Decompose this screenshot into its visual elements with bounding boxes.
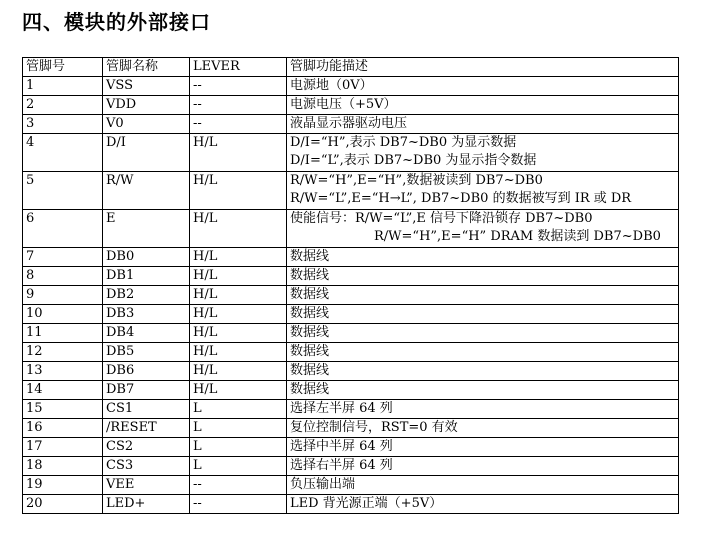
pin-name-cell: VSS	[103, 77, 190, 96]
pin-name-cell: R/W	[103, 172, 190, 210]
pin-number-cell: 9	[23, 286, 103, 305]
pin-name-cell: DB2	[103, 286, 190, 305]
description-line: 使能信号：R/W=“L”,E 信号下降沿锁存 DB7~DB0	[290, 211, 593, 226]
pin-name-cell: CS3	[103, 457, 190, 476]
pin-name-cell: DB0	[103, 248, 190, 267]
description-cell	[287, 343, 679, 362]
description-line: 数据线	[290, 325, 330, 340]
pin-name-cell: CS1	[103, 400, 190, 419]
description-line: 数据线	[290, 363, 330, 378]
table-row	[23, 305, 679, 324]
table-row	[23, 172, 679, 210]
description-cell	[287, 115, 679, 134]
description-cell	[287, 172, 679, 210]
level-cell: H/L	[190, 324, 287, 343]
description-line: R/W=“H”,E=“H” DRAM 数据读到 DB7~DB0	[374, 229, 661, 244]
description-cell	[287, 324, 679, 343]
pin-name-cell: DB3	[103, 305, 190, 324]
level-cell: H/L	[190, 286, 287, 305]
description-line: 数据线	[290, 306, 330, 321]
description-line: R/W=“L”,E=“H→L”, DB7~DB0 的数据被写到 IR 或 DR	[290, 191, 632, 206]
level-cell: --	[190, 77, 287, 96]
pin-number-cell: 13	[23, 362, 103, 381]
level-cell: H/L	[190, 381, 287, 400]
description-line: 选择右半屏 64 列	[290, 458, 393, 473]
description-cell	[287, 476, 679, 495]
table-row	[23, 210, 679, 248]
header-description: 管脚功能描述	[287, 58, 679, 77]
level-cell: L	[190, 438, 287, 457]
pin-number-cell: 12	[23, 343, 103, 362]
description-line: LED 背光源正端（+5V）	[290, 496, 443, 511]
level-cell: H/L	[190, 267, 287, 286]
pin-number-cell: 7	[23, 248, 103, 267]
table-row	[23, 134, 679, 172]
table-row	[23, 267, 679, 286]
table-row	[23, 419, 679, 438]
description-line: 数据线	[290, 287, 330, 302]
description-cell	[287, 134, 679, 172]
description-cell	[287, 267, 679, 286]
level-cell: H/L	[190, 210, 287, 248]
description-line: 复位控制信号，RST=0 有效	[290, 420, 458, 435]
pin-number-cell: 10	[23, 305, 103, 324]
pin-number-cell: 5	[23, 172, 103, 210]
pin-number-cell: 8	[23, 267, 103, 286]
description-line: 负压输出端	[290, 477, 356, 492]
pin-number-cell: 17	[23, 438, 103, 457]
pin-name-cell: /RESET	[103, 419, 190, 438]
pin-number-cell: 2	[23, 96, 103, 115]
description-line: 数据线	[290, 249, 330, 264]
description-cell	[287, 400, 679, 419]
table-row	[23, 343, 679, 362]
pin-name-cell: DB6	[103, 362, 190, 381]
description-cell	[287, 77, 679, 96]
description-cell	[287, 362, 679, 381]
description-line: 选择中半屏 64 列	[290, 439, 393, 454]
table-row	[23, 362, 679, 381]
pin-number-cell: 15	[23, 400, 103, 419]
pin-name-cell: VDD	[103, 96, 190, 115]
page-title: 四、模块的外部接口	[22, 10, 211, 34]
pin-name-cell: DB5	[103, 343, 190, 362]
pin-number-cell: 16	[23, 419, 103, 438]
pin-number-cell: 3	[23, 115, 103, 134]
table-header-row	[23, 58, 679, 77]
pin-name-cell: DB7	[103, 381, 190, 400]
pin-number-cell: 14	[23, 381, 103, 400]
description-cell	[287, 438, 679, 457]
description-cell	[287, 457, 679, 476]
pin-number-cell: 11	[23, 324, 103, 343]
description-cell	[287, 381, 679, 400]
level-cell: H/L	[190, 343, 287, 362]
level-cell: --	[190, 96, 287, 115]
description-line: 数据线	[290, 268, 330, 283]
level-cell: L	[190, 400, 287, 419]
level-cell: --	[190, 476, 287, 495]
description-cell	[287, 495, 679, 514]
table-row	[23, 96, 679, 115]
description-cell	[287, 248, 679, 267]
pin-table	[22, 57, 679, 514]
level-cell: H/L	[190, 134, 287, 172]
level-cell: H/L	[190, 362, 287, 381]
table-row	[23, 286, 679, 305]
table-row	[23, 115, 679, 134]
description-line: D/I=“H”,表示 DB7~DB0 为显示数据	[290, 135, 517, 150]
description-cell	[287, 96, 679, 115]
description-line: R/W=“H”,E=“H”,数据被读到 DB7~DB0	[290, 173, 543, 188]
description-cell	[287, 286, 679, 305]
description-cell	[287, 419, 679, 438]
table-row	[23, 248, 679, 267]
table-row	[23, 77, 679, 96]
table-row	[23, 324, 679, 343]
description-line: D/I=“L”,表示 DB7~DB0 为显示指令数据	[290, 153, 537, 168]
table-body	[23, 77, 679, 514]
description-line: 选择左半屏 64 列	[290, 401, 393, 416]
description-cell	[287, 210, 679, 248]
header-level: LEVER	[190, 58, 287, 77]
table-row	[23, 476, 679, 495]
pin-name-cell: VEE	[103, 476, 190, 495]
pin-name-cell: V0	[103, 115, 190, 134]
pin-name-cell: DB1	[103, 267, 190, 286]
pin-name-cell: E	[103, 210, 190, 248]
pin-number-cell: 4	[23, 134, 103, 172]
description-line: 数据线	[290, 344, 330, 359]
table-row	[23, 400, 679, 419]
header-pin-number: 管脚号	[23, 58, 103, 77]
description-line: 电源电压（+5V）	[290, 97, 397, 112]
description-line: 电源地（0V）	[290, 78, 373, 93]
table-row	[23, 381, 679, 400]
pin-name-cell: D/I	[103, 134, 190, 172]
level-cell: --	[190, 115, 287, 134]
pin-number-cell: 20	[23, 495, 103, 514]
level-cell: --	[190, 495, 287, 514]
pin-number-cell: 19	[23, 476, 103, 495]
level-cell: L	[190, 457, 287, 476]
description-cell	[287, 305, 679, 324]
pin-number-cell: 1	[23, 77, 103, 96]
pin-number-cell: 6	[23, 210, 103, 248]
level-cell: H/L	[190, 248, 287, 267]
level-cell: L	[190, 419, 287, 438]
table-row	[23, 457, 679, 476]
table-row	[23, 495, 679, 514]
table-row	[23, 438, 679, 457]
description-line: 液晶显示器驱动电压	[290, 116, 408, 131]
pin-name-cell: LED+	[103, 495, 190, 514]
level-cell: H/L	[190, 305, 287, 324]
pin-name-cell: DB4	[103, 324, 190, 343]
level-cell: H/L	[190, 172, 287, 210]
pin-number-cell: 18	[23, 457, 103, 476]
header-pin-name: 管脚名称	[103, 58, 190, 77]
pin-name-cell: CS2	[103, 438, 190, 457]
description-line: 数据线	[290, 382, 330, 397]
